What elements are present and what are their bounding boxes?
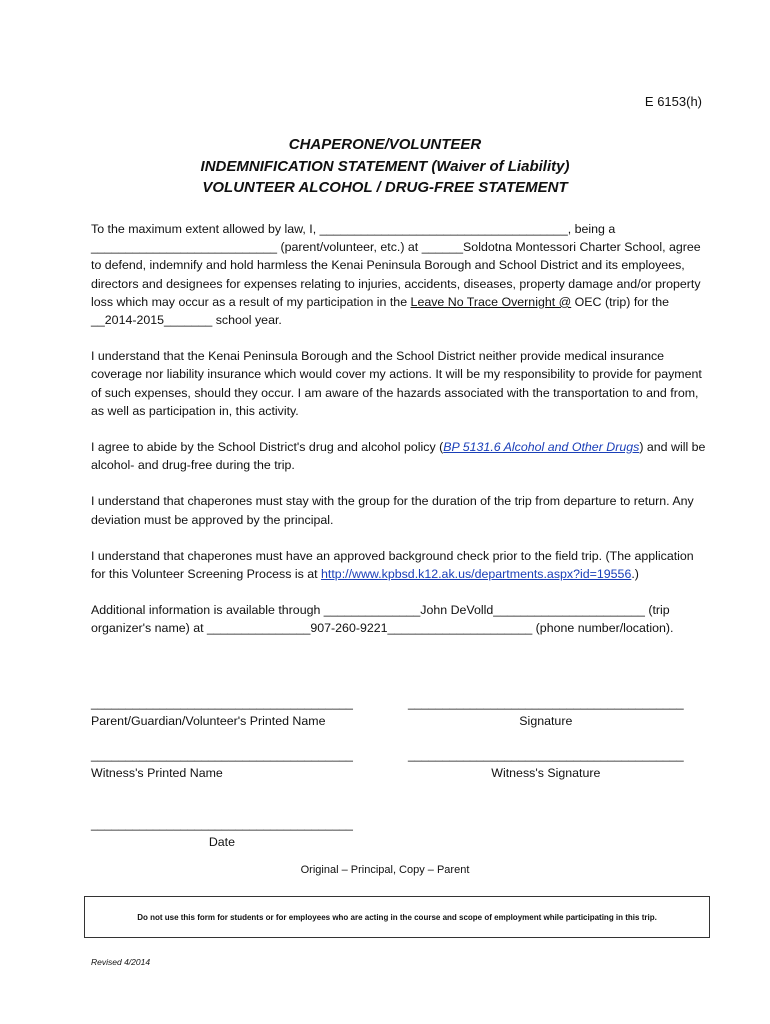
date-block: [91, 815, 353, 851]
date-label: Date: [208, 835, 236, 849]
printed-name-line[interactable]: ______________________________________: [91, 696, 353, 710]
document-title: [0, 134, 770, 199]
date-line[interactable]: ______________________________________: [91, 817, 353, 831]
paragraph-text: To the maximum extent allowed by law, I, ____________________________________, being a ___________________________ (parent/volunteer, etc.) at ______Soldotna Montessori Charter School, agree to defend, indemnify and hold harmless the Kenai Peninsula Borough and School District and its employees, directors and designees for expenses relating to injuries, accidents, diseases, property damage and/or property loss which may occur as a result of my participation in the: [91, 222, 701, 309]
trip-name: Leave No Trace Overnight @: [410, 294, 572, 309]
notice-text: Do not use this form for students or for employees who are acting in the course and scope of employment while participating in this trip.: [137, 912, 657, 922]
paragraph-text: .): [631, 567, 639, 582]
revision-date: Revised 4/2014: [91, 957, 151, 967]
witness-signature-label: Witness's Signature: [491, 766, 601, 780]
title-line-1: CHAPERONE/VOLUNTEER: [288, 136, 482, 153]
paragraph-insurance: I understand that the Kenai Peninsula Borough and the School District neither provide medical insurance coverage nor liability insurance which would cover my actions. It will be my responsibility to provide for payment of such expenses, should they occur. I am aware of the hazards associated with the transportation to and from, as well as participation in, this activity.: [91, 349, 702, 418]
distribution-note: Original – Principal, Copy – Parent: [300, 864, 470, 876]
signature-label: Signature: [519, 714, 573, 728]
printed-name-block: [91, 694, 353, 730]
paragraph-drug-policy: [91, 438, 711, 474]
paragraph-text: OEC (trip) for the __2014-2015_______ school year.: [91, 294, 669, 328]
paragraph-group-duration: I understand that chaperones must stay with the group for the duration of the trip from departure to return. Any deviation must be approved by the principal.: [91, 494, 694, 527]
notice-box: [84, 896, 710, 938]
title-line-3: VOLUNTEER ALCOHOL / DRUG-FREE STATEMENT: [202, 179, 568, 196]
document-body: [91, 220, 711, 656]
document-code: E 6153(h): [644, 94, 702, 109]
title-line-2: INDEMNIFICATION STATEMENT (Waiver of Liability): [200, 157, 570, 175]
witness-name-block: [91, 746, 353, 782]
paragraph-additional-info: Additional information is available through ______________John DeVolld______________________ (trip organizer's name) at _______________907-260-9221_____________________ (phone number/location).: [91, 603, 674, 636]
signature-line[interactable]: ________________________________________: [408, 696, 684, 710]
paragraph-text: I understand that chaperones must have an approved background check prior to the field trip. (The application for this Volunteer Screening Process is at: [91, 548, 694, 582]
witness-signature-line[interactable]: ________________________________________: [408, 748, 684, 762]
paragraph-background-check: [91, 547, 711, 583]
policy-link[interactable]: BP 5131.6 Alcohol and Other Drugs: [443, 440, 640, 455]
witness-name-label: Witness's Printed Name: [91, 766, 223, 780]
paragraph-text: I agree to abide by the School District's drug and alcohol policy (: [91, 440, 444, 455]
signature-block: [408, 694, 684, 730]
paragraph-indemnification: [91, 220, 711, 329]
witness-name-line[interactable]: ______________________________________: [91, 748, 353, 762]
witness-signature-block: [408, 746, 684, 782]
paragraph-text: ) and will be alcohol- and drug-free during the trip.: [91, 440, 706, 473]
printed-name-label: Parent/Guardian/Volunteer's Printed Name: [91, 714, 326, 728]
screening-link[interactable]: http://www.kpbsd.k12.ak.us/departments.aspx?id=19556: [321, 567, 632, 582]
